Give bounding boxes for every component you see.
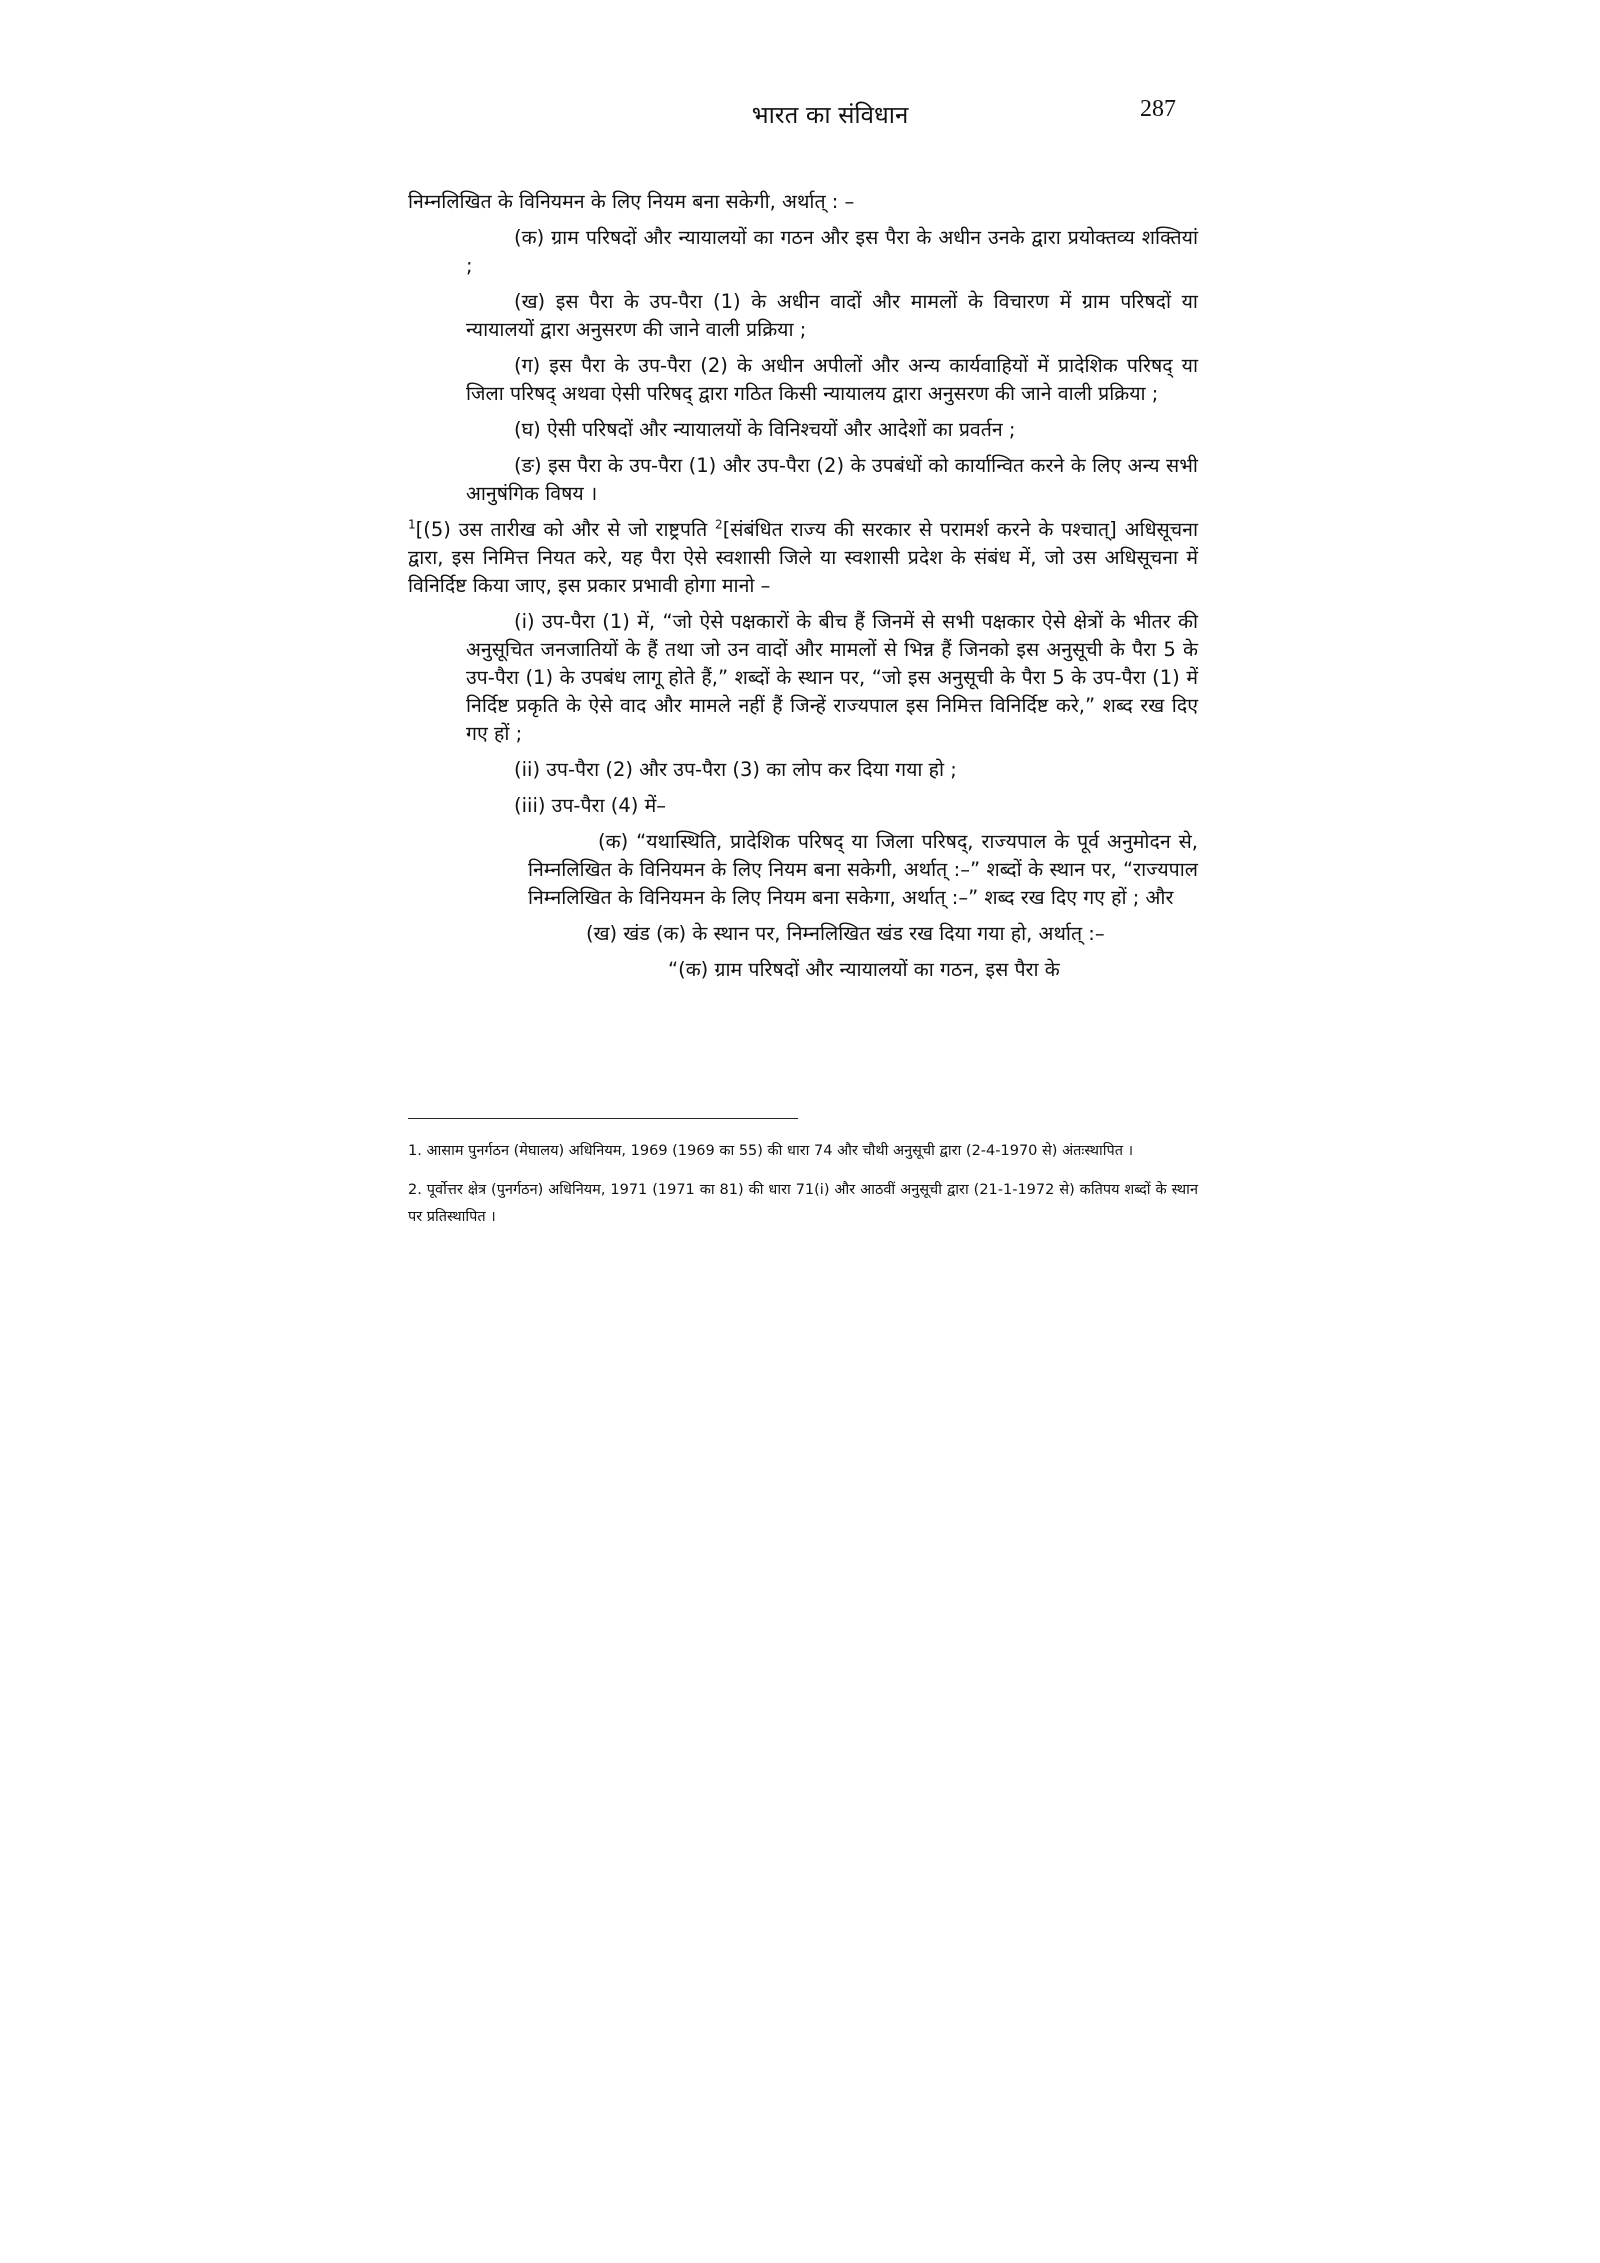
- quoted-clause: “(क) ग्राम परिषदों और न्यायालयों का गठन, इस पैरा के: [668, 958, 1060, 981]
- paragraph-5: [408, 516, 1198, 600]
- page-header-title: भारत का संविधान: [751, 101, 909, 129]
- footnote-divider: [408, 1118, 798, 1119]
- footnote-ref-1: 1: [408, 517, 416, 532]
- footnote-ref-2: 2: [715, 517, 723, 532]
- clause-gha: (घ) ऐसी परिषदों और न्यायालयों के विनिश्चयों और आदेशों का प्रवर्तन ;: [514, 418, 1016, 441]
- clause-ga: (ग) इस पैरा के उप-पैरा (2) के अधीन अपीलों और अन्य कार्यवाहियों में प्रादेशिक परिषद् या जिला परिषद् अथवा ऐसी परिषद् द्वारा गठित किसी न्यायालय द्वारा अनुसरण की जाने वाली प्रक्रिया ;: [466, 354, 1198, 405]
- footnotes: [408, 1138, 1198, 1243]
- footnote-1: 1. आसाम पुनर्गठन (मेघालय) अधिनियम, 1969 (1969 का 55) की धारा 74 और चौथी अनुसूची द्वारा (2-4-1970 से) अंतःस्थापित ।: [408, 1143, 1134, 1159]
- item-iii: (iii) उप-पैरा (4) में–: [514, 794, 666, 817]
- item-i: (i) उप-पैरा (1) में, “जो ऐसे पक्षकारों के बीच हैं जिनमें से सभी पक्षकार ऐसे क्षेत्रों के भीतर की अनुसूचित जनजातियों के हैं तथा जो उन वादों और मामलों से भिन्न हैं जिनको इस अनुसूची के पैरा 5 के उप-पैरा (1) के उपबंध लागू होते हैं,” शब्दों के स्थान पर, “जो इस अनुसूची के पैरा 5 के उप-पैरा (1) में निर्दिष्ट प्रकृति के ऐसे वाद और मामले नहीं हैं जिन्हें राज्यपाल इस निमित्त विनिर्दिष्ट करे,” शब्द रख दिए गए हों ;: [466, 610, 1198, 745]
- clause-kha: (ख) इस पैरा के उप-पैरा (1) के अधीन वादों और मामलों के विचारण में ग्राम परिषदों या न्यायालयों द्वारा अनुसरण की जाने वाली प्रक्रिया ;: [466, 290, 1198, 341]
- paragraph-5-text-b: [संबंधित राज्य की सरकार से परामर्श करने के पश्चात्] अधिसूचना द्वारा, इस निमित्त नियत करे, यह पैरा ऐसे स्वशासी जिले या स्वशासी प्रदेश के संबंध में, जो उस अधिसूचना में विनिर्दिष्ट किया जाए, इस प्रकार प्रभावी होगा मानो –: [408, 518, 1198, 597]
- paragraph-5-text-a: [(5) उस तारीख को और से जो राष्ट्रपति: [415, 518, 716, 541]
- clause-nga: (ङ) इस पैरा के उप-पैरा (1) और उप-पैरा (2) के उपबंधों को कार्यान्वित करने के लिए अन्य सभी आनुषंगिक विषय ।: [466, 454, 1198, 505]
- sub-item-ka: (क) “यथास्थिति, प्रादेशिक परिषद् या जिला परिषद्, राज्यपाल के पूर्व अनुमोदन से, निम्नलिखित के विनियमन के लिए नियम बना सकेगी, अर्थात् :–” शब्दों के स्थान पर, “राज्यपाल निम्नलिखित के विनियमन के लिए नियम बना सकेगा, अर्थात् :–” शब्द रख दिए गए हों ; और: [528, 830, 1198, 909]
- clause-ka: (क) ग्राम परिषदों और न्यायालयों का गठन और इस पैरा के अधीन उनके द्वारा प्रयोक्तव्य शक्तियां ;: [466, 226, 1199, 277]
- page-number: 287: [1140, 96, 1176, 122]
- body-text: [408, 188, 1198, 992]
- footnote-2: 2. पूर्वोत्तर क्षेत्र (पुनर्गठन) अधिनियम, 1971 (1971 का 81) की धारा 71(i) और आठवीं अनुसूची द्वारा (21-1-1972 से) कतिपय शब्दों के स्थान पर प्रतिस्थापित ।: [408, 1182, 1198, 1225]
- paragraph-intro: निम्नलिखित के विनियमन के लिए नियम बना सकेगी, अर्थात् : –: [408, 190, 855, 213]
- sub-item-kha: (ख) खंड (क) के स्थान पर, निम्नलिखित खंड रख दिया गया हो, अर्थात् :–: [586, 922, 1105, 945]
- item-ii: (ii) उप-पैरा (2) और उप-पैरा (3) का लोप कर दिया गया हो ;: [514, 758, 957, 781]
